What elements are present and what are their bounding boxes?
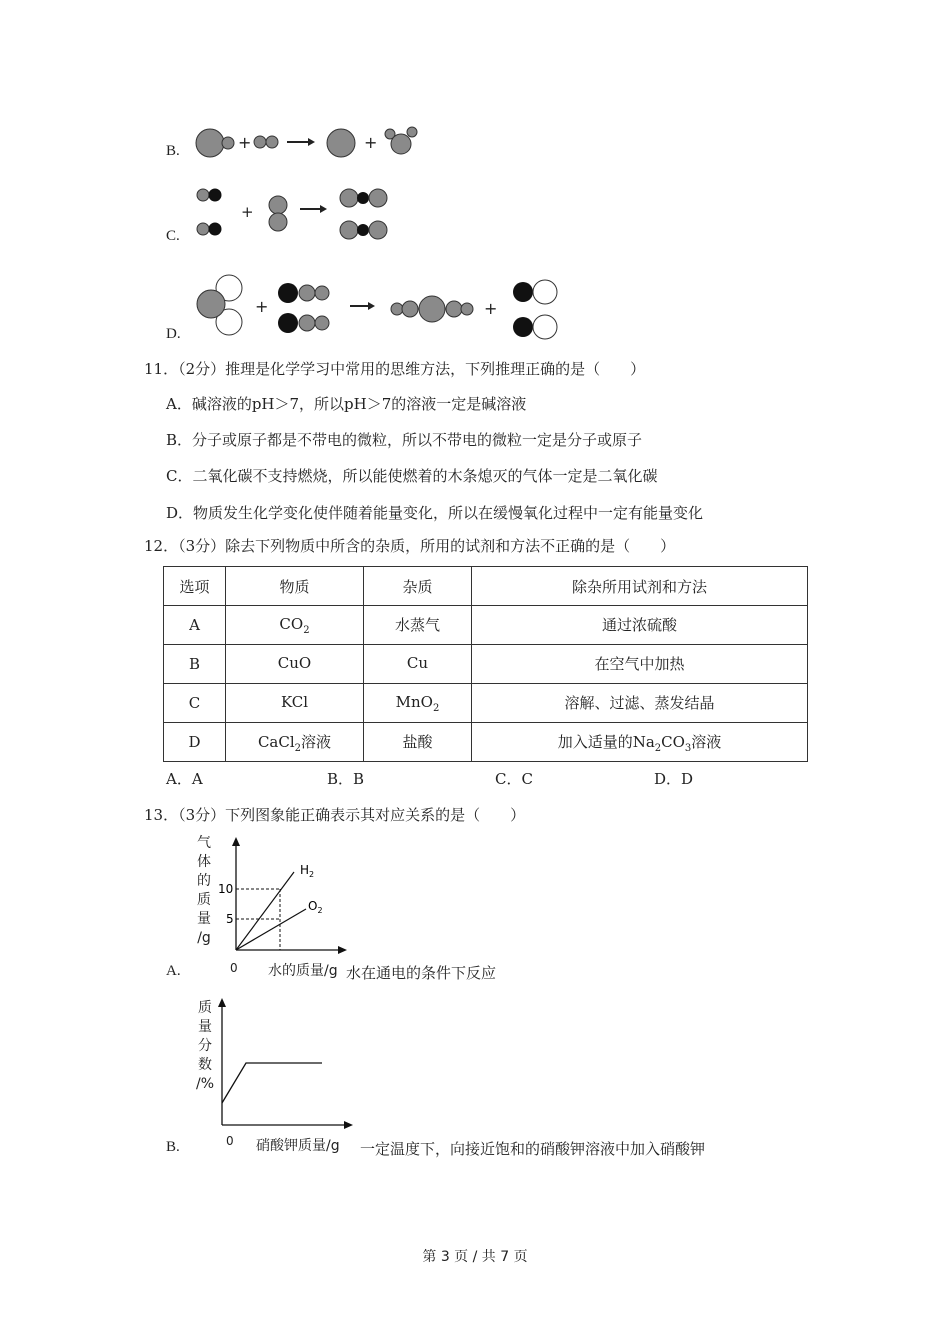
row-impurity: MnO$_2$ xyxy=(364,684,472,723)
row-option: D xyxy=(164,723,226,762)
q10-option-d-label: D. xyxy=(166,326,181,342)
q11-option-a[interactable]: A．碱溶液的pH＞7，所以pH＞7的溶液一定是碱溶液 xyxy=(166,395,527,413)
table-row xyxy=(164,723,808,762)
chart-b-xlabel: 硝酸钾质量/g xyxy=(256,1138,340,1154)
header-method: 除杂所用试剂和方法 xyxy=(472,567,808,606)
chart-b-option-label[interactable]: B. xyxy=(166,1139,180,1155)
chart-b-ylabel: 质 量 分 数 /% xyxy=(196,1000,215,1092)
tick-10: 10 xyxy=(218,882,234,896)
q12-answer-b[interactable]: B．B xyxy=(327,770,365,788)
q10-option-d-diagram xyxy=(190,270,570,342)
mass-fraction-line xyxy=(222,1063,322,1103)
chart-a xyxy=(214,834,354,962)
chart-a-caption: 水在通电的条件下反应 xyxy=(346,964,497,982)
svg-text:+: + xyxy=(241,203,254,221)
header-impurity: 杂质 xyxy=(364,567,472,606)
page-footer: 第 3 页 / 共 7 页 xyxy=(422,1249,528,1265)
q11-option-b[interactable]: B．分子或原子都是不带电的微粒，所以不带电的微粒一定是分子或原子 xyxy=(166,431,643,449)
q12-table xyxy=(163,566,808,762)
row-option: B xyxy=(164,645,226,684)
q11-stem: 11．（2分）推理是化学学习中常用的思维方法，下列推理正确的是（ ） xyxy=(144,360,646,378)
q11-option-d[interactable]: D．物质发生化学变化使伴随着能量变化，所以在缓慢氧化过程中一定有能量变化 xyxy=(166,504,704,522)
svg-text:+: + xyxy=(255,297,269,316)
chart-a-ylabel: 气 体 的 质 量 /g xyxy=(197,835,211,946)
row-method: 在空气中加热 xyxy=(472,645,808,684)
chart-a-xlabel: 水的质量/g xyxy=(268,963,338,979)
row-substance: KCl xyxy=(226,684,364,723)
tick-5: 5 xyxy=(226,912,234,926)
chart-b-origin: 0 xyxy=(226,1134,234,1148)
q12-stem: 12．（3分）除去下列物质中所含的杂质，所用的试剂和方法不正确的是（ ） xyxy=(144,537,676,555)
chart-a-option-label[interactable]: A. xyxy=(166,963,181,979)
row-substance: CuO xyxy=(226,645,364,684)
q10-option-c-label: C. xyxy=(166,228,180,244)
table-header-row xyxy=(164,567,808,606)
row-impurity: 水蒸气 xyxy=(364,606,472,645)
row-impurity: Cu xyxy=(364,645,472,684)
row-substance: CaCl$_2$溶液 xyxy=(226,723,364,762)
q12-answer-d[interactable]: D．D xyxy=(654,770,694,788)
row-method: 通过浓硫酸 xyxy=(472,606,808,645)
row-option: C xyxy=(164,684,226,723)
table-row xyxy=(164,606,808,645)
chart-b-caption: 一定温度下，向接近饱和的硝酸钾溶液中加入硝酸钾 xyxy=(360,1140,706,1158)
row-method: 加入适量的$Na_2CO_3$溶液 xyxy=(472,723,808,762)
o2-line xyxy=(236,909,306,950)
o2-label: $O_2$ xyxy=(308,899,323,915)
row-substance: $CO_2$ xyxy=(226,606,364,645)
q10-option-c-diagram xyxy=(190,183,400,245)
row-method: 溶解、过滤、蒸发结晶 xyxy=(472,684,808,723)
q10-option-b-label: B. xyxy=(166,143,180,159)
header-substance: 物质 xyxy=(226,567,364,606)
chart-b xyxy=(214,995,364,1130)
row-option: A xyxy=(164,606,226,645)
q10-option-b-diagram xyxy=(190,122,430,162)
h2-line xyxy=(236,872,294,950)
header-option: 选项 xyxy=(164,567,226,606)
row-impurity: 盐酸 xyxy=(364,723,472,762)
q12-answer-a[interactable]: A．A xyxy=(166,770,203,788)
q12-answer-c[interactable]: C．C xyxy=(495,770,533,788)
h2-label: $H_2$ xyxy=(300,863,315,879)
q13-stem: 13．（3分）下列图象能正确表示其对应关系的是（ ） xyxy=(144,806,526,824)
svg-text:+: + xyxy=(484,299,498,318)
q11-option-c[interactable]: C．二氧化碳不支持燃烧，所以能使燃着的木条熄灭的气体一定是二氧化碳 xyxy=(166,467,658,485)
table-row xyxy=(164,684,808,723)
plus-sign: + xyxy=(364,133,378,152)
chart-a-origin: 0 xyxy=(230,961,238,975)
table-row xyxy=(164,645,808,684)
plus-sign: + xyxy=(238,133,252,152)
